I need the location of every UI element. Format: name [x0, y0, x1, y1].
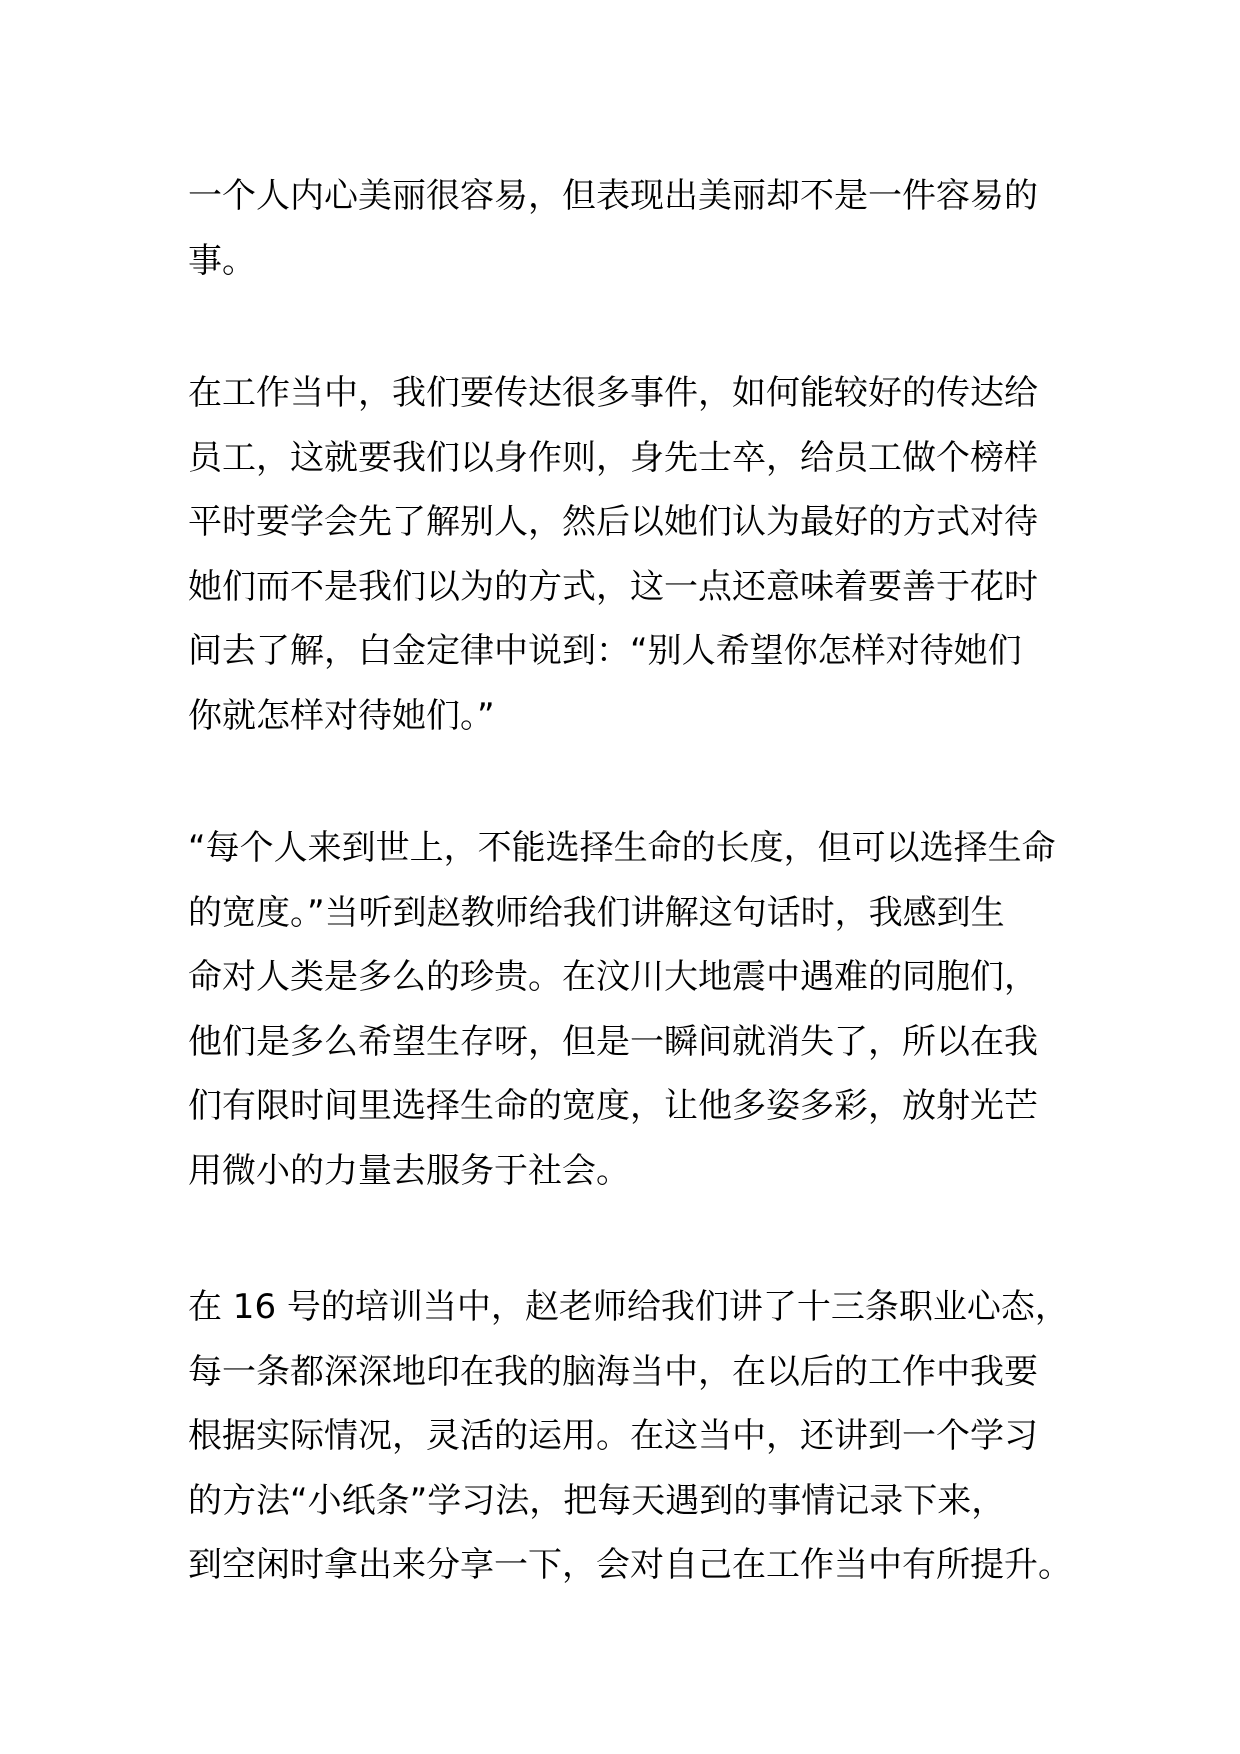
text-line: “每个人来到世上，不能选择生命的长度，但可以选择生命	[188, 828, 1056, 868]
text-line: 们有限时间里选择生命的宽度，让他多姿多彩，放射光芒	[188, 1086, 1038, 1126]
text-line: 根据实际情况，灵活的运用。在这当中，还讲到一个学习	[188, 1416, 1038, 1456]
text-line: 每一条都深深地印在我的脑海当中，在以后的工作中我要	[188, 1351, 1038, 1392]
text-line: 的方法“小纸条”学习法，把每天遇到的事情记录下来，	[188, 1480, 1006, 1521]
text-line: 的宽度。”当听到赵教师给我们讲解这句话时，我感到生	[188, 892, 1005, 933]
paragraph-inner-beauty	[188, 164, 1068, 293]
paragraph-width-of-life	[188, 816, 1068, 1203]
text-line: 一个人内心美丽很容易，但表现出美丽却不是一件容易的	[188, 176, 1038, 216]
text-line: 事。	[188, 240, 256, 281]
text-line: 平时要学会先了解别人，然后以她们认为最好的方式对待	[188, 502, 1038, 542]
text-line: 在工作当中，我们要传达很多事件，如何能较好的传达给	[188, 373, 1038, 413]
text-line: 他们是多么希望生存呀，但是一瞬间就消失了，所以在我	[188, 1021, 1038, 1062]
text-line: 你就怎样对待她们。”	[188, 695, 495, 736]
text-line: 在 16 号的培训当中，赵老师给我们讲了十三条职业心态，	[188, 1287, 1069, 1327]
text-line: 用微小的力量去服务于社会。	[188, 1150, 630, 1191]
text-line: 间去了解，白金定律中说到：“别人希望你怎样对待她们	[188, 631, 1022, 671]
text-line: 命对人类是多么的珍贵。在汶川大地震中遇难的同胞们，	[188, 957, 1038, 997]
paragraph-training-notes	[188, 1275, 1072, 1598]
text-line: 员工，这就要我们以身作则，身先士卒，给员工做个榜样	[188, 437, 1038, 478]
text-line: 她们而不是我们以为的方式，这一点还意味着要善于花时	[188, 566, 1038, 607]
text-line: 到空闲时拿出来分享一下，会对自己在工作当中有所提升。	[188, 1545, 1072, 1585]
paragraph-platinum-rule	[188, 361, 1068, 748]
